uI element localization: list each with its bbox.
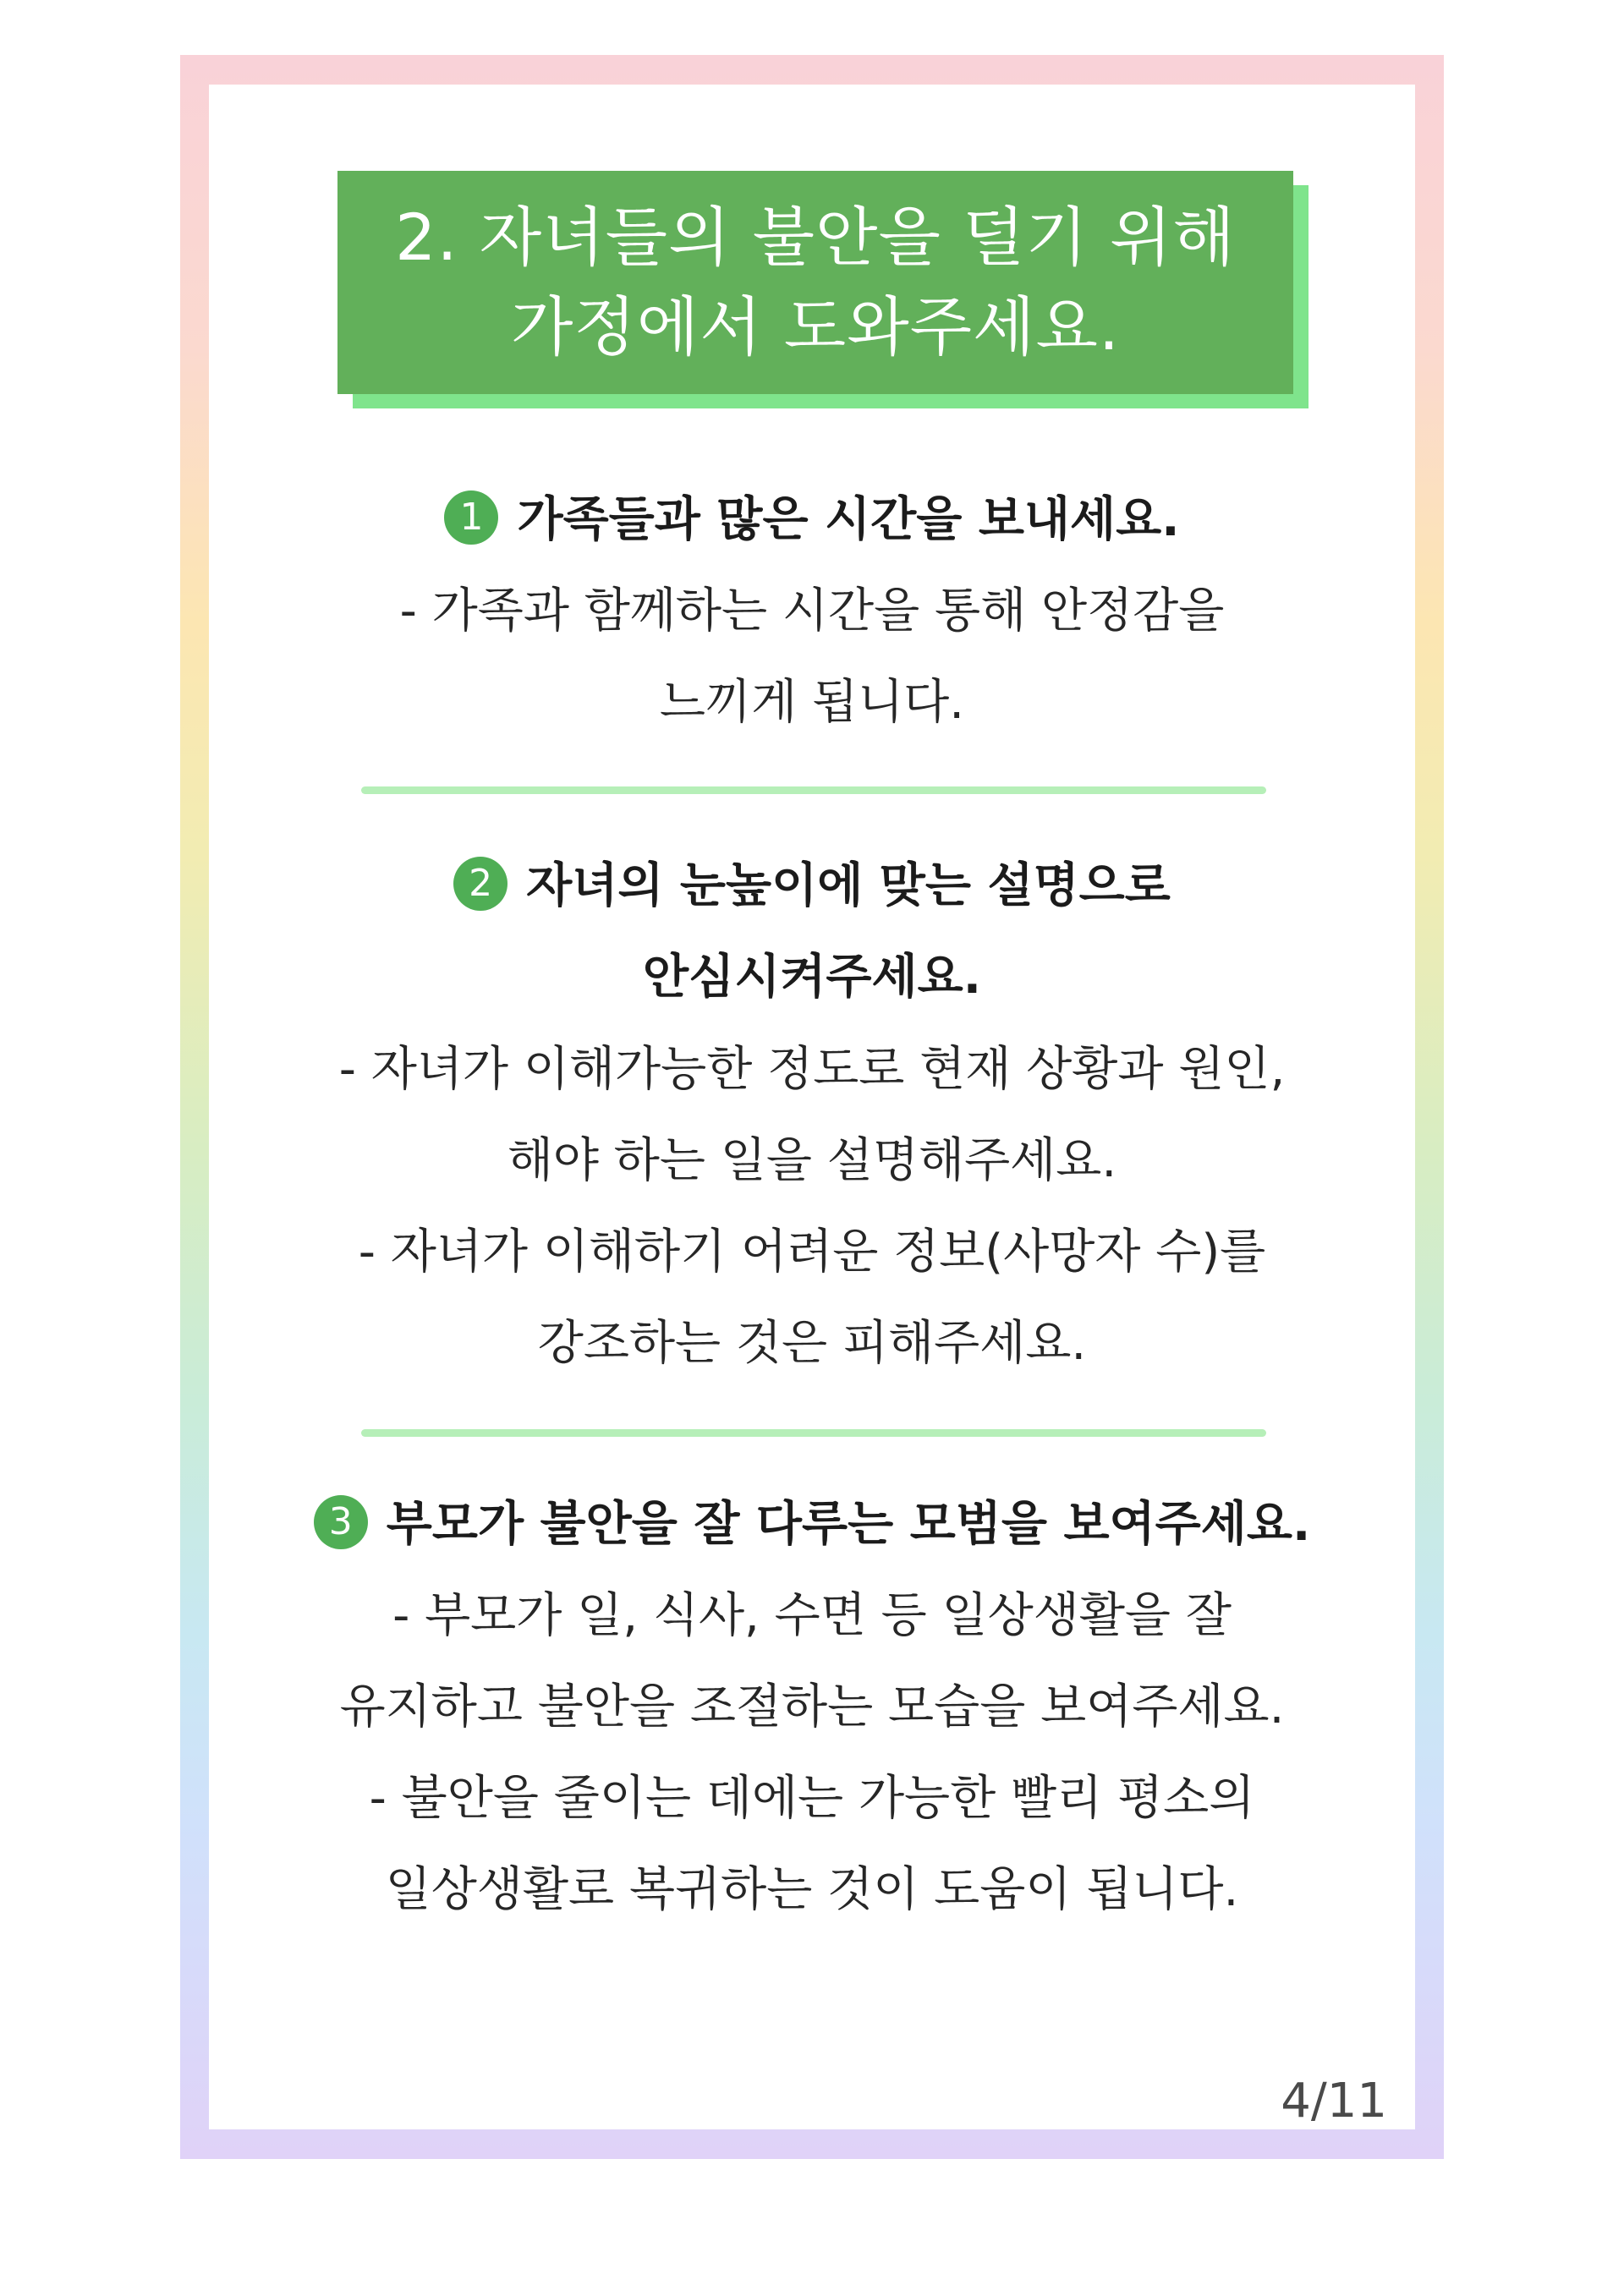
section-3-body-line-2: 유지하고 불안을 조절하는 모습을 보여주세요. <box>339 1680 1285 1734</box>
section-2-body-line-2: 해야 하는 일을 설명해주세요. <box>507 1133 1117 1188</box>
section-3-heading-text: 부모가 불안을 잘 다루는 모범을 보여주세요. <box>386 1497 1311 1552</box>
section-2-body-line-1: - 자녀가 이해가능한 정도로 현재 상황과 원인, <box>338 1042 1286 1097</box>
section-1-body-line-1: - 가족과 함께하는 시간을 통해 안정감을 <box>399 584 1225 638</box>
section-3-body-line-3: - 불안을 줄이는 데에는 가능한 빨리 평소의 <box>369 1771 1255 1826</box>
section-1-body-line-2: 느끼게 됩니다. <box>659 675 965 730</box>
number-3-badge-icon: 3 <box>314 1495 368 1549</box>
page-title-line-2: 가정에서 도와주세요. <box>510 289 1121 364</box>
section-1-heading <box>0 474 1624 567</box>
section-3-heading <box>0 1478 1624 1571</box>
section-1-heading-text: 가족들과 많은 시간을 보내세요. <box>517 492 1180 547</box>
section-divider-2 <box>361 1429 1266 1437</box>
section-3-body-line-1: - 부모가 일, 식사, 수면 등 일상생활을 잘 <box>392 1588 1232 1643</box>
number-2-badge-icon: 2 <box>453 857 508 911</box>
page-number: 4/11 <box>1281 2074 1387 2129</box>
section-2-body-line-4: 강조하는 것은 피해주세요. <box>537 1316 1087 1371</box>
section-divider-1 <box>361 786 1266 794</box>
section-2-heading-line-2: 안심시켜주세요. <box>643 950 981 1005</box>
section-2-heading <box>0 840 1624 933</box>
number-1-badge-icon: 1 <box>444 490 498 545</box>
section-3-body-line-4: 일상생활로 복귀하는 것이 도움이 됩니다. <box>385 1862 1239 1917</box>
section-2-heading-text: 자녀의 눈높이에 맞는 설명으로 <box>526 858 1171 913</box>
section-2-body-line-3: - 자녀가 이해하기 어려운 정보(사망자 수)를 <box>358 1225 1266 1280</box>
page-title-line-1: 2. 자녀들의 불안을 덜기 위해 <box>395 200 1236 275</box>
page-title <box>337 171 1293 394</box>
